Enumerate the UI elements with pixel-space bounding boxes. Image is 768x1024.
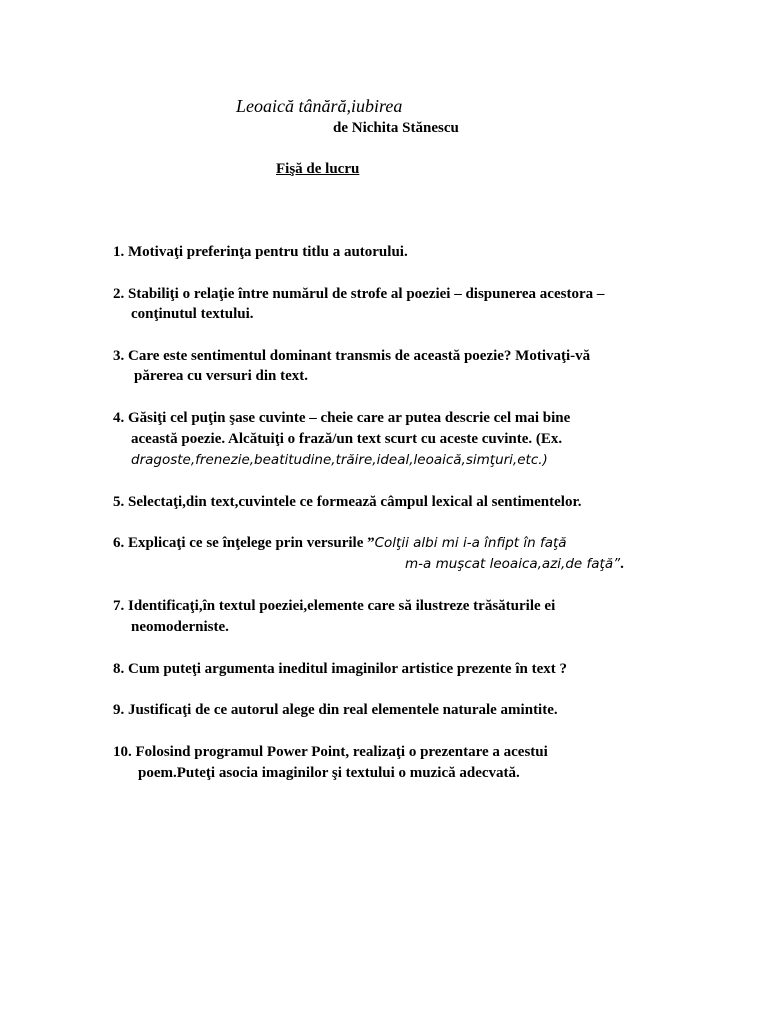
question-4-example: dragoste,frenezie,beatitudine,trăire,ideal,leoaică,simţuri,etc.) — [131, 452, 548, 468]
question-4-continuation: această poezie. Alcătuiţi o frază/un text scurt cu aceste cuvinte. (Ex. — [131, 431, 563, 447]
question-2: 2. Stabiliţi o relaţie între numărul de strofe al poeziei – dispunerea acestora – — [113, 286, 605, 302]
question-6-verse-line — [405, 556, 624, 573]
worksheet-heading: Fişă de lucru — [276, 161, 360, 177]
question-1: 1. Motivaţi preferinţa pentru titlu a autorului. — [113, 244, 408, 260]
question-4: 4. Găsiţi cel puţin şase cuvinte – cheie care ar putea descrie cel mai bine — [113, 410, 571, 426]
poem-title: Leoaică tânără,iubirea — [236, 96, 403, 116]
question-5: 5. Selectaţi,din text,cuvintele ce formează câmpul lexical al sentimentelor. — [113, 494, 582, 510]
question-6 — [113, 535, 567, 552]
author-line: de Nichita Stănescu — [333, 120, 459, 136]
question-10: 10. Folosind programul Power Point, realizaţi o prezentare a acestui — [113, 744, 548, 760]
question-6-text: 6. Explicaţi ce se înţelege prin versurile ” — [113, 535, 375, 551]
question-7-continuation: neomoderniste. — [131, 619, 229, 635]
question-3: 3. Care este sentimentul dominant transmis de această poezie? Motivaţi-vă — [113, 348, 591, 364]
question-6-verse-2: m-a muşcat leoaica,azi,de faţă” — [405, 556, 621, 572]
question-6-verse-1: Colţii albi mi i-a înfipt în faţă — [374, 535, 567, 551]
question-8: 8. Cum puteţi argumenta ineditul imaginilor artistice prezente în text ? — [113, 661, 567, 677]
question-2-continuation: conţinutul textului. — [131, 306, 254, 322]
question-3-continuation: părerea cu versuri din text. — [134, 368, 309, 384]
question-7: 7. Identificaţi,în textul poeziei,elemente care să ilustreze trăsăturile ei — [113, 598, 556, 614]
question-10-continuation: poem.Puteţi asocia imaginilor şi textului o muzică adecvată. — [138, 765, 520, 781]
question-6-end: . — [620, 556, 624, 572]
question-9: 9. Justificaţi de ce autorul alege din real elementele naturale amintite. — [113, 702, 558, 718]
